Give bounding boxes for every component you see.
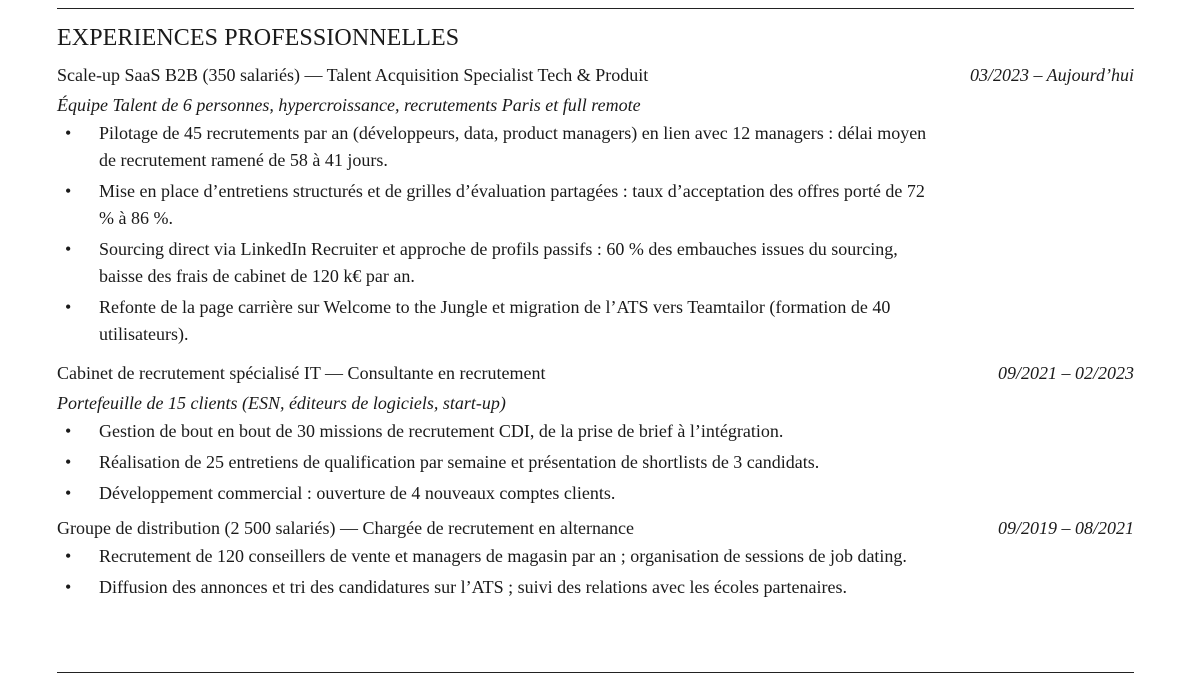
job-bullet (57, 294, 939, 348)
job-header (57, 358, 1134, 388)
job-heading: Groupe de distribution (2 500 salariés) — Chargée de recrutement en alternance (57, 518, 634, 538)
bullet-text: Gestion de bout en bout de 30 missions de recrutement CDI, de la prise de brief à l’intégration. (99, 421, 784, 441)
job-dates: 09/2021 – 02/2023 (997, 363, 1134, 383)
bullet-text: Pilotage de 45 recrutements par an (développeurs, data, product managers) en lien avec 12 managers : délai moyen de recrutement ramené de 58 à 41 jours. (99, 123, 927, 170)
bullet-icon: • (65, 546, 72, 566)
job-entry (57, 358, 1134, 507)
job-bullet-list (57, 418, 1134, 507)
job-bullet (57, 449, 939, 476)
job-bullet-list (57, 543, 1134, 601)
bullet-text: Refonte de la page carrière sur Welcome to the Jungle et migration de l’ATS vers Teamtailor (formation de 40 utilisateurs). (99, 297, 891, 344)
job-bullet (57, 236, 939, 290)
job-bullet (57, 418, 939, 445)
bullet-text: Réalisation de 25 entretiens de qualification par semaine et présentation de shortlists de 3 candidats. (99, 452, 820, 472)
bullet-text: Développement commercial : ouverture de 4 nouveaux comptes clients. (99, 483, 616, 503)
top-divider (57, 8, 1134, 9)
job-entry (57, 513, 1134, 601)
job-bullet (57, 120, 939, 174)
job-heading: Scale-up SaaS B2B (350 salariés) — Talent Acquisition Specialist Tech & Produit (57, 65, 649, 85)
experience-section (57, 22, 1134, 605)
job-dates: 03/2023 – Aujourd’hui (969, 65, 1134, 85)
job-subtitle: Portefeuille de 15 clients (ESN, éditeurs de logiciels, start-up) (57, 393, 506, 413)
bullet-icon: • (65, 181, 72, 201)
bullet-text: Mise en place d’entretiens structurés et de grilles d’évaluation partagées : taux d’acceptation des offres porté de 72 % à 86 %. (99, 181, 925, 228)
job-bullet (57, 543, 939, 570)
job-bullet (57, 178, 939, 232)
job-entry (57, 60, 1134, 348)
bullet-icon: • (65, 577, 72, 597)
bullet-text: Recrutement de 120 conseillers de vente et managers de magasin par an ; organisation de sessions de job dating. (99, 546, 907, 566)
bullet-text: Sourcing direct via LinkedIn Recruiter et approche de profils passifs : 60 % des embauches issues du sourcing, baisse des frais de cabinet de 120 k€ par an. (99, 239, 898, 286)
bullet-icon: • (65, 483, 72, 503)
job-subtitle: Équipe Talent de 6 personnes, hypercroissance, recrutements Paris et full remote (57, 95, 641, 115)
bullet-icon: • (65, 421, 72, 441)
bullet-icon: • (65, 297, 72, 317)
bullet-text: Diffusion des annonces et tri des candidatures sur l’ATS ; suivi des relations avec les écoles partenaires. (99, 577, 847, 597)
job-dates: 09/2019 – 08/2021 (997, 518, 1134, 538)
job-bullet-list (57, 120, 1134, 348)
bullet-icon: • (65, 239, 72, 259)
job-bullet (57, 480, 939, 507)
job-bullet (57, 574, 939, 601)
job-header (57, 60, 1134, 90)
job-heading: Cabinet de recrutement spécialisé IT — Consultante en recrutement (57, 363, 546, 383)
bullet-icon: • (65, 123, 72, 143)
section-title: EXPERIENCES PROFESSIONNELLES (57, 25, 460, 51)
bullet-icon: • (65, 452, 72, 472)
job-header (57, 513, 1134, 543)
bottom-divider (57, 672, 1134, 673)
